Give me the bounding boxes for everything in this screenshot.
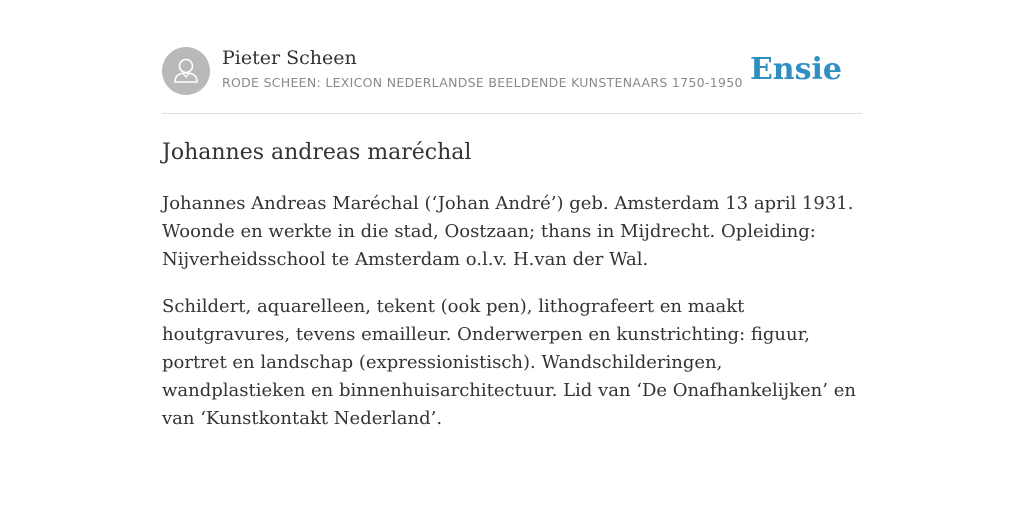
ensie-logo[interactable]: Ensie xyxy=(749,52,842,87)
article-header xyxy=(162,0,862,114)
user-icon xyxy=(162,47,210,95)
article-body xyxy=(162,190,862,452)
author-name[interactable]: Pieter Scheen xyxy=(222,47,357,69)
article-card xyxy=(162,0,862,429)
article-paragraph: Schildert, aquarelleen, tekent (ook pen), lithografeert en maakt houtgravures, tevens emailleur. Onderwerpen en kunstrichting: figuur, portret en landschap (expressionistisch). Wandschilderingen, wandplastieken en binnenhuisarchitectuur. Lid van ‘De Onafhankelijken’ en van ‘Kunstkontakt Nederland’. xyxy=(162,296,856,429)
author-avatar[interactable] xyxy=(162,47,210,95)
source-title[interactable]: RODE SCHEEN: LEXICON NEDERLANDSE BEELDENDE KUNSTENAARS 1750-1950 xyxy=(222,75,743,90)
article-paragraph: Johannes Andreas Maréchal (‘Johan André’) geb. Amsterdam 13 april 1931. Woonde en werkte in die stad, Oostzaan; thans in Mijdrecht. Opleiding: Nijverheidsschool te Amsterdam o.l.v. H.van der Wal. xyxy=(162,193,854,270)
article-title: Johannes andreas maréchal xyxy=(162,140,472,165)
